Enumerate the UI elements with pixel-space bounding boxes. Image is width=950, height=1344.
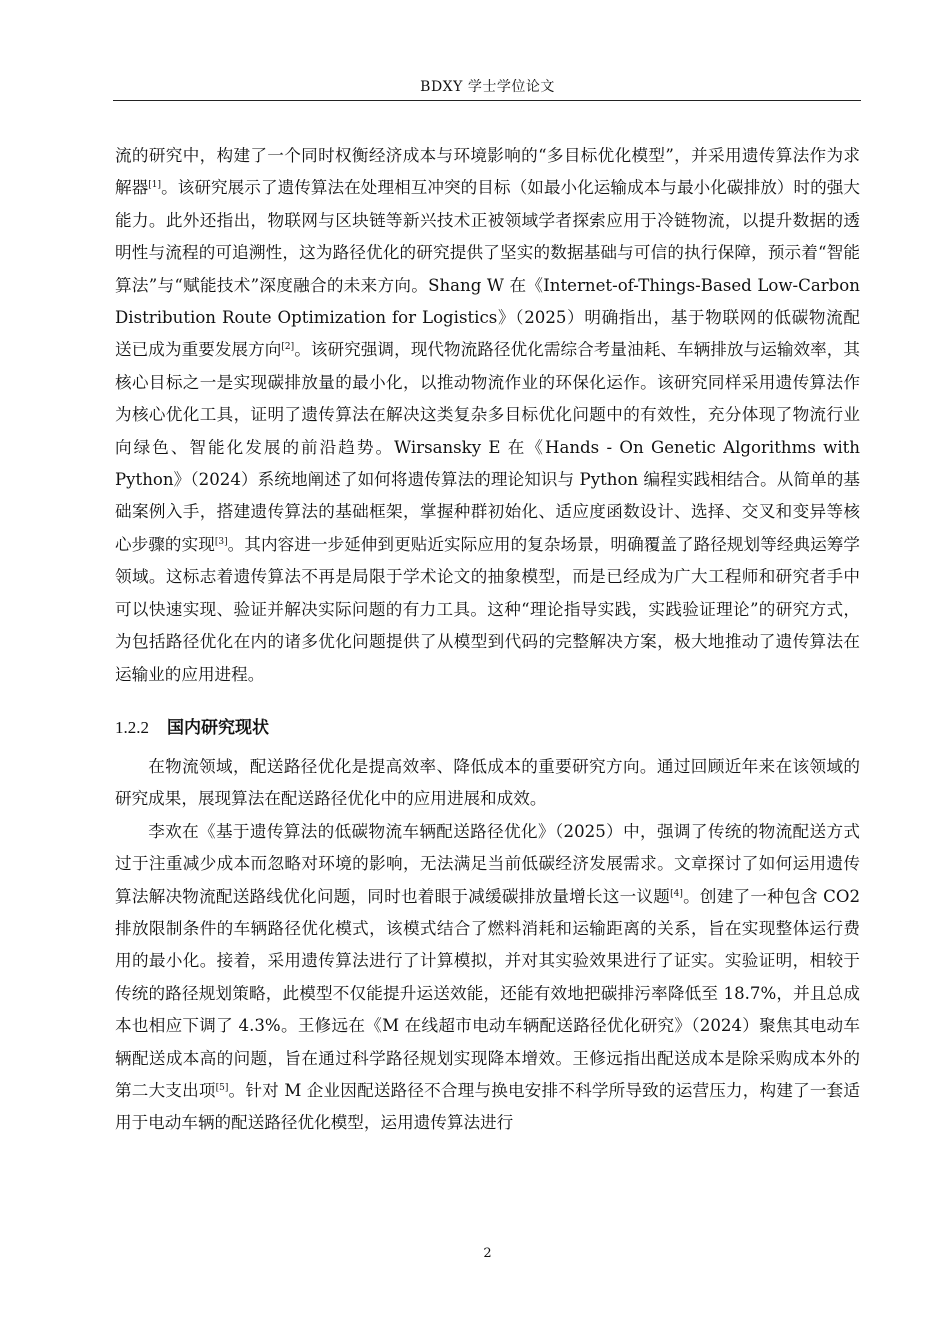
section-number: 1.2.2: [115, 717, 149, 737]
citation-ref-2[interactable]: [2]: [281, 342, 295, 353]
text-span: 流的研究中，构建了一个同时权衡经济成本与环境影响的“多目标优化模型”，并采用遗传算法作为求解器: [115, 146, 860, 198]
paragraph-international-research: [115, 140, 860, 691]
citation-ref-3[interactable]: [3]: [214, 536, 228, 547]
text-span: 。该研究强调，现代物流路径优化需综合考量油耗、车辆排放与运输效率，其核心目标之一是实现碳排放量的最小化，以推动物流作业的环保化运作。该研究同样采用遗传算法作为核心优化工具，证明了遗传算法在解决这类复杂多目标优化问题中的有效性，充分体现了物流行业向绿色、智能化发展的前沿趋势。Wirsansky E 在《Hands - On Genetic Algorithms with Python》（2024）系统地阐述了如何将遗传算法的理论知识与 Python 编程实践相结合。从简单的基础案例入手，搭建遗传算法的基础框架，掌握种群初始化、适应度函数设计、选择、交叉和变异等核心步骤的实现: [115, 340, 860, 554]
paragraph-domestic-intro: 在物流领域，配送路径优化是提高效率、降低成本的重要研究方向。通过回顾近年来在该领域的研究成果，展现算法在配送路径优化中的应用进展和成效。: [115, 756, 860, 809]
running-header: BDXY 学士学位论文: [420, 79, 555, 95]
citation-ref-5[interactable]: [5]: [215, 1082, 229, 1093]
header-rule: [113, 100, 861, 101]
text-span: 。其内容进一步延伸到更贴近实际应用的复杂场景，明确覆盖了路径规划等经典运筹学领域。这标志着遗传算法不再是局限于学术论文的抽象模型，而是已经成为广大工程师和研究者手中可以快速实现、验证并解决实际问题的有力工具。这种“理论指导实践，实践验证理论”的研究方式，为包括路径优化在内的诸多优化问题提供了从模型到代码的完整解决方案，极大地推动了遗传算法在运输业的应用进程。: [115, 534, 861, 684]
text-span: 李欢在《基于遗传算法的低碳物流车辆配送路径优化》（2025）中，强调了传统的物流配送方式过于注重减少成本而忽略对环境的影响，无法满足当前低碳经济发展需求。文章探讨了如何运用遗传算法解决物流配送路线优化问题，同时也着眼于减缓碳排放量增长这一议题: [115, 821, 860, 906]
text-span: 。针对 M 企业因配送路径不合理与换电安排不科学所导致的运营压力，构建了一套适用于电动车辆的配送路径优化模型，运用遗传算法进行: [115, 1080, 860, 1133]
text-span: 。该研究展示了遗传算法在处理相互冲突的目标（如最小化运输成本与最小化碳排放）时的强大能力。此外还指出，物联网与区块链等新兴技术正被领域学者探索应用于冷链物流，以提升数据的透明性与流程的可追溯性，这为路径优化的研究提供了坚实的数据基础与可信的执行保障，预示着“智能算法”与“赋能技术”深度融合的未来方向。Shang W 在《Internet-of-Things-Based Low-Carbon Distribution Route Optimization for Logistics》（2025）明确指出，基于物联网的低碳物流配送已成为重要发展方向: [115, 178, 861, 360]
text-span: 。创建了一种包含 CO2 排放限制条件的车辆路径优化模式，该模式结合了燃料消耗和运输距离的关系，旨在实现整体运行费用的最小化。接着，采用遗传算法进行了计算模拟，并对其实验效果进行了证实。实验证明，相较于传统的路径规划策略，此模型不仅能提升运送效能，还能有效地把碳排污率降低至 18.7%，并且总成本也相应下调了 4.3%。王修远在《M 在线超市电动车辆配送路径优化研究》（2024）聚焦其电动车辆配送成本高的问题，旨在通过科学路径规划实现降本增效。王修远指出配送成本是除采购成本外的第二大支出项: [115, 886, 860, 1100]
paragraph-domestic-research: [115, 816, 860, 1140]
section-title: 国内研究现状: [167, 717, 269, 738]
citation-ref-1[interactable]: [1]: [148, 180, 162, 191]
page-number: 2: [483, 1246, 492, 1261]
citation-ref-4[interactable]: [4]: [670, 888, 683, 899]
body-text: [115, 140, 860, 1140]
section-heading: [115, 713, 860, 743]
